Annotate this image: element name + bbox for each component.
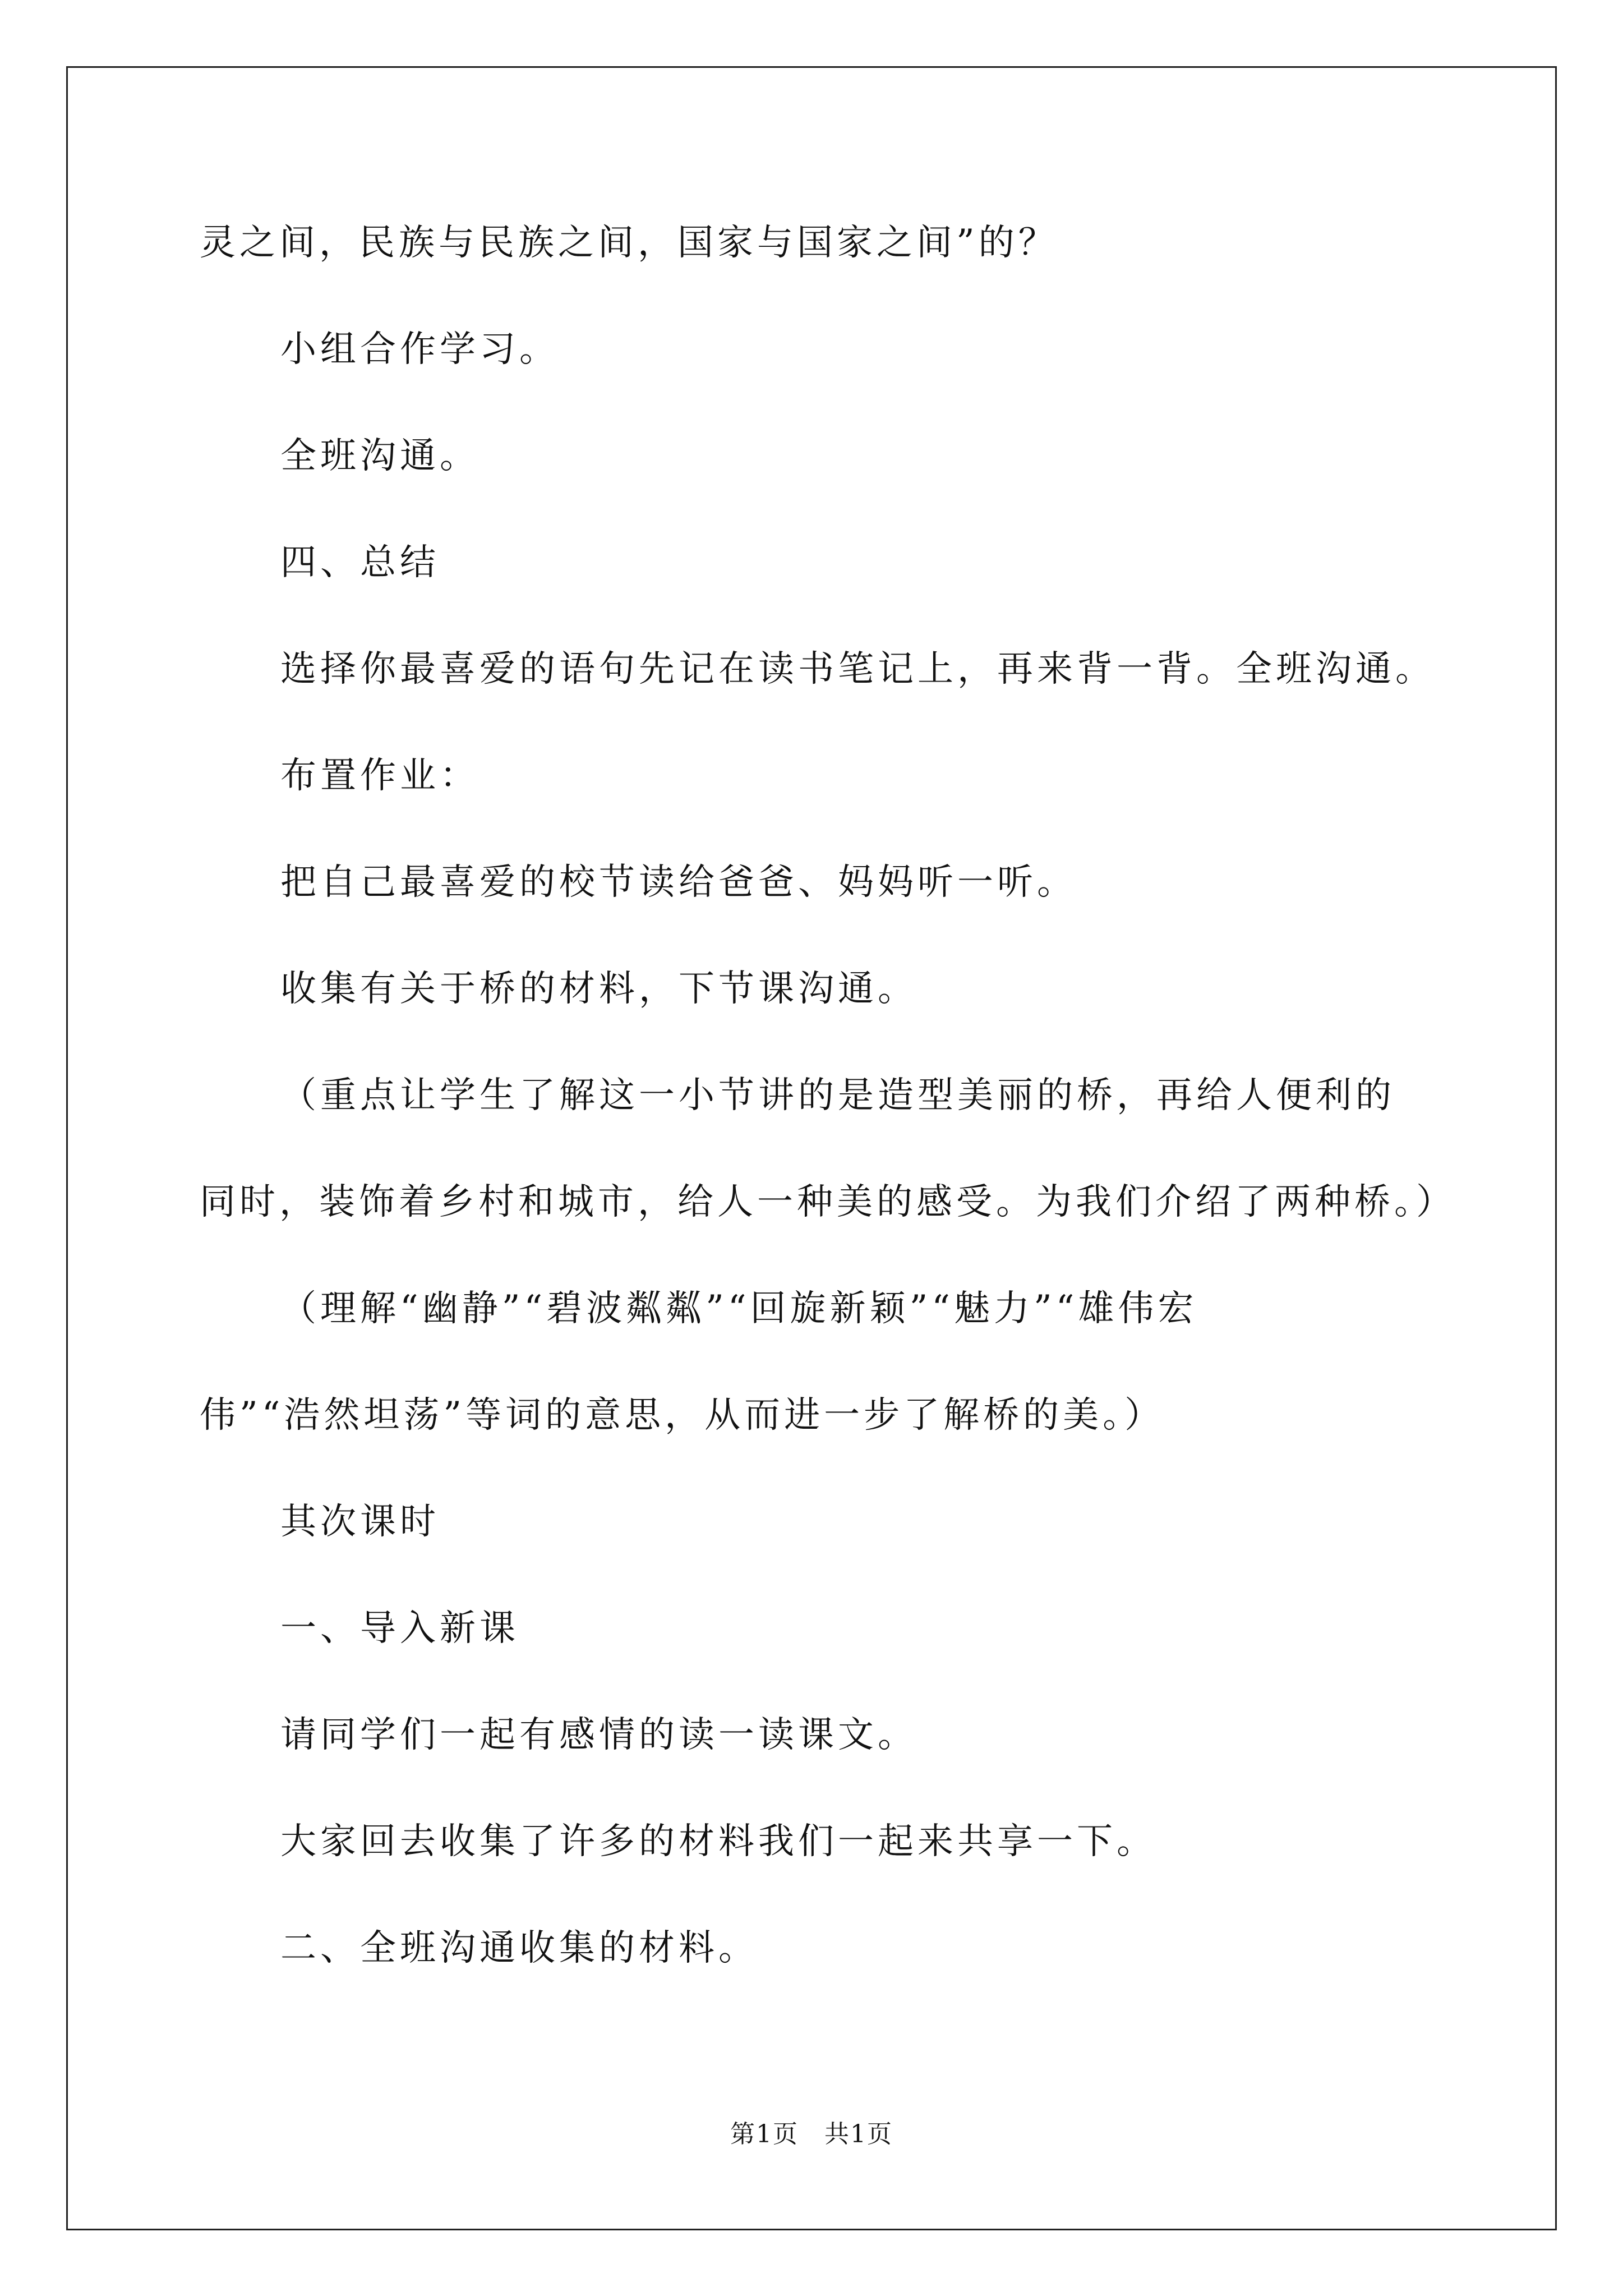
section-heading: 一、导入新课 — [280, 1608, 519, 1649]
note-line: 伟”“浩然坦荡”等词的意思，从而进一步了解桥的美。） — [200, 1395, 1165, 1436]
paragraph: 布置作业： — [280, 755, 479, 797]
note-line: （重点让学生了解这一小节讲的是造型美丽的桥，再给人便利的 — [280, 1075, 1395, 1116]
section-heading: 四、总结 — [280, 542, 440, 583]
paragraph: 大家回去收集了许多的材料我们一起来共享一下。 — [280, 1821, 1156, 1862]
page-footer: 第1页 共1页 — [730, 2120, 893, 2148]
note-paragraph — [200, 1282, 1461, 1442]
paragraph: 请同学们一起有感情的读一读课文。 — [280, 1714, 917, 1756]
paragraph: 收集有关于桥的材料，下节课沟通。 — [280, 968, 917, 1010]
note-line: （理解“幽静”“碧波粼粼”“回旋新颖”“魅力”“雄伟宏 — [280, 1288, 1198, 1329]
paragraph: 全班沟通。 — [280, 435, 479, 477]
paragraph: 选择你最喜爱的语句先记在读书笔记上，再来背一背。全班沟通。 — [280, 648, 1435, 690]
section-heading: 其次课时 — [280, 1501, 440, 1543]
paragraph: 灵之间，民族与民族之间，国家与国家之间”的？ — [200, 222, 1058, 264]
note-line: 同时，装饰着乡村和城市，给人一种美的感受。为我们介绍了两种桥。） — [200, 1181, 1456, 1223]
section-heading: 二、全班沟通收集的材料。 — [280, 1927, 758, 1969]
paragraph: 把自己最喜爱的校节读给爸爸、妈妈听一听。 — [280, 862, 1077, 903]
paragraph: 小组合作学习。 — [280, 329, 559, 370]
document-body — [200, 216, 1461, 2028]
note-paragraph — [200, 1069, 1461, 1229]
